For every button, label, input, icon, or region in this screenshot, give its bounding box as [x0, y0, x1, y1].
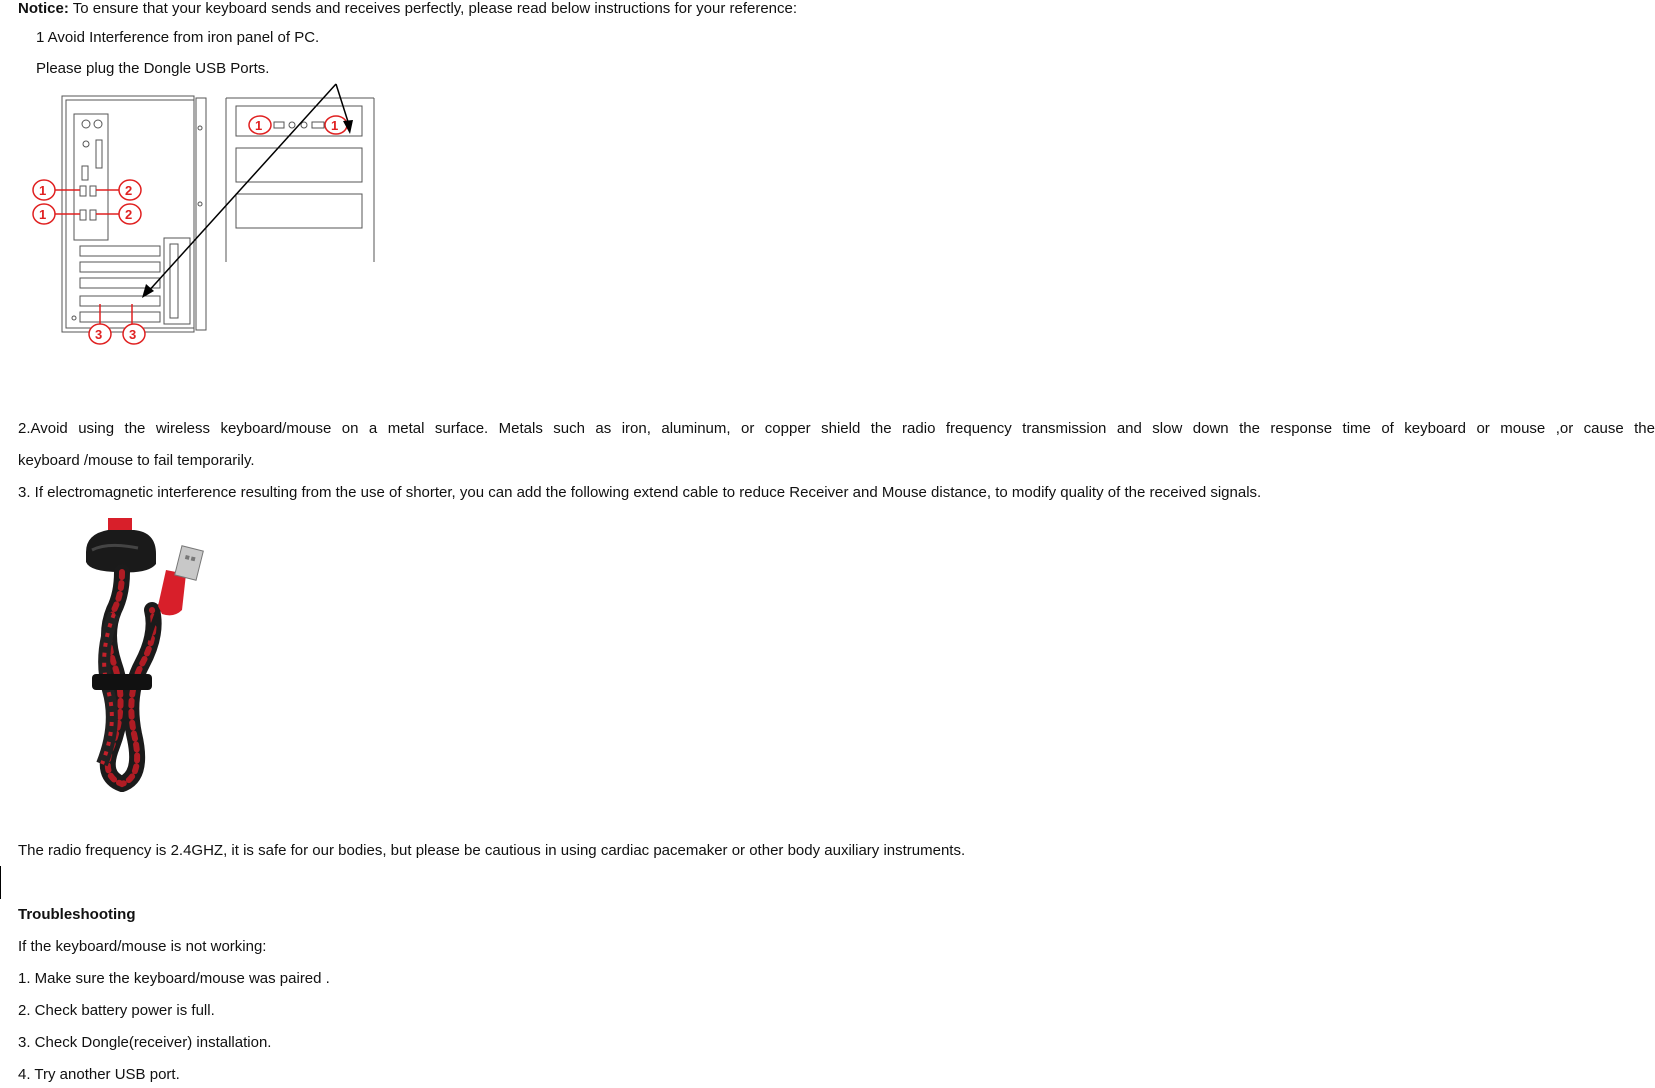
port-badge-2b — [119, 204, 141, 224]
svg-text:1: 1 — [331, 118, 339, 133]
svg-text:2: 2 — [125, 207, 133, 222]
port-badge-2a — [119, 180, 141, 200]
radio-frequency-note: The radio frequency is 2.4GHZ, it is safe for our bodies, but please be cautious in using cardiac pacemaker or other body auxiliary instruments. — [18, 842, 966, 859]
port-badge-1a — [33, 180, 55, 200]
port-badge-3b — [123, 324, 145, 344]
notice-text: To ensure that your keyboard sends and receives perfectly, please read below instructions for your reference: — [68, 0, 798, 17]
troubleshooting-title: Troubleshooting — [18, 906, 136, 923]
port-badge-1b — [33, 204, 55, 224]
port-badge-4b — [325, 116, 347, 134]
notice-line — [18, 0, 797, 18]
port-badge-4a — [249, 116, 271, 134]
troubleshooting-item: 2. Check battery power is full. — [18, 1002, 215, 1019]
step1-title: 1 Avoid Interference from iron panel of PC. — [36, 29, 320, 46]
step2-line1: 2.Avoid using the wireless keyboard/mouse on a metal surface. Metals such as iron, aluminum, or copper shield the radio frequency transmission and slow down the response time of keyboard or mouse ,or cause the — [18, 420, 1655, 437]
svg-text:1: 1 — [39, 207, 47, 222]
step1-subtitle: Please plug the Dongle USB Ports. — [36, 60, 270, 77]
step3-text: 3. If electromagnetic interference resulting from the use of shorter, you can add the following extend cable to reduce Receiver and Mouse distance, to modify quality of the received signals. — [18, 484, 1262, 501]
svg-text:2: 2 — [125, 183, 133, 198]
svg-text:1: 1 — [39, 183, 47, 198]
svg-text:3: 3 — [95, 327, 103, 342]
text-cursor — [0, 866, 1, 899]
troubleshooting-item: 1. Make sure the keyboard/mouse was paired . — [18, 970, 330, 987]
svg-text:1: 1 — [255, 118, 263, 133]
troubleshooting-item: 3. Check Dongle(receiver) installation. — [18, 1034, 272, 1051]
svg-text:3: 3 — [129, 327, 137, 342]
port-badge-3a — [89, 324, 111, 344]
pc-usb-ports-diagram — [30, 78, 400, 370]
notice-label: Notice: — [18, 0, 69, 17]
step2-line2: keyboard /mouse to fail temporarily. — [18, 452, 255, 469]
troubleshooting-item: 4. Try another USB port. — [18, 1066, 180, 1083]
usb-extension-cable-image — [78, 514, 228, 792]
pointer-arrows — [146, 84, 350, 294]
troubleshooting-intro: If the keyboard/mouse is not working: — [18, 938, 267, 955]
